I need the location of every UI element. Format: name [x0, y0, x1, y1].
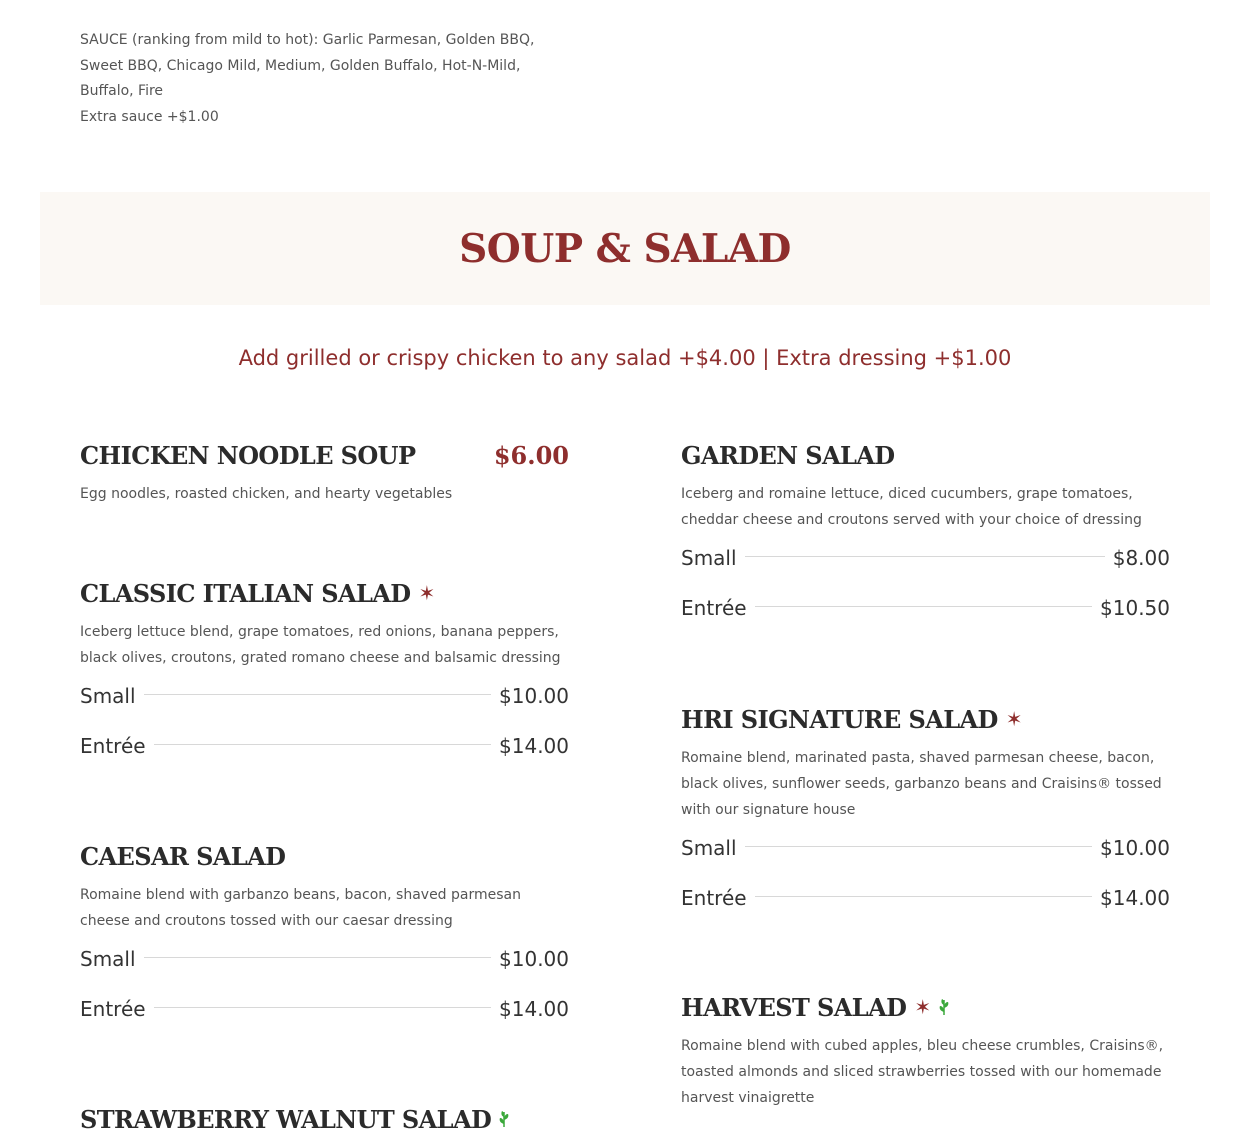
section-title: SOUP & SALAD	[459, 226, 791, 272]
dotted-leader	[154, 744, 491, 745]
price-row-entree	[80, 996, 569, 1022]
item-title: HRI SIGNATURE SALAD	[681, 704, 998, 734]
size-label: Entrée	[681, 886, 747, 910]
size-price: $10.50	[1100, 596, 1170, 620]
size-label: Entrée	[681, 596, 747, 620]
size-price: $14.00	[499, 997, 569, 1021]
price-row-entree	[681, 885, 1170, 911]
price-row-small	[80, 946, 569, 972]
item-title: GARDEN SALAD	[681, 440, 895, 470]
item-description: Iceberg and romaine lettuce, diced cucumbers, grape tomatoes, cheddar cheese and croutons served with your choice of dressing	[681, 486, 1142, 528]
vegetarian-leaf-icon	[497, 1110, 511, 1128]
size-price: $14.00	[499, 734, 569, 758]
dotted-leader	[745, 556, 1105, 557]
price-row-small	[681, 835, 1170, 861]
section-banner	[40, 192, 1210, 305]
size-price: $14.00	[1100, 886, 1170, 910]
menu-item-classic-italian-salad	[80, 578, 569, 759]
size-price: $10.00	[1100, 836, 1170, 860]
signature-star-icon: ✶	[418, 581, 436, 605]
price-row-entree	[80, 733, 569, 759]
item-title: CHICKEN NOODLE SOUP	[80, 440, 416, 470]
extra-sauce-price: Extra sauce +$1.00	[80, 108, 219, 125]
size-label: Entrée	[80, 997, 146, 1021]
item-description: Egg noodles, roasted chicken, and hearty vegetables	[80, 486, 453, 502]
menu-item-strawberry-walnut-salad	[80, 1104, 569, 1134]
item-title: CLASSIC ITALIAN SALAD	[80, 578, 411, 608]
dotted-leader	[755, 606, 1092, 607]
menu-item-caesar-salad	[80, 841, 569, 1022]
item-title: STRAWBERRY WALNUT SALAD	[80, 1104, 492, 1134]
signature-star-icon: ✶	[914, 995, 932, 1019]
size-price: $10.00	[499, 947, 569, 971]
item-price: $6.00	[493, 440, 569, 470]
size-label: Small	[80, 947, 136, 971]
size-label: Small	[681, 836, 737, 860]
menu-item-garden-salad	[681, 440, 1170, 621]
item-title: HARVEST SALAD	[681, 992, 907, 1022]
item-description: Iceberg lettuce blend, grape tomatoes, red onions, banana peppers, black olives, croutons, grated romano cheese and balsamic dressing	[80, 624, 561, 666]
dotted-leader	[745, 846, 1092, 847]
dotted-leader	[144, 694, 491, 695]
price-row-entree	[681, 595, 1170, 621]
dotted-leader	[144, 957, 491, 958]
vegetarian-leaf-icon	[937, 998, 951, 1016]
item-title: CAESAR SALAD	[80, 841, 286, 871]
signature-star-icon: ✶	[1005, 707, 1023, 731]
menu-item-hri-signature-salad	[681, 704, 1170, 911]
sauce-list: SAUCE (ranking from mild to hot): Garlic Parmesan, Golden BBQ, Sweet BBQ, Chicago Mild, Medium, Golden Buffalo, Hot-N-Mild, Buffalo, Fire	[80, 32, 535, 99]
menu-item-harvest-salad	[681, 992, 1170, 1111]
size-label: Small	[681, 546, 737, 570]
size-label: Small	[80, 684, 136, 708]
price-row-small	[681, 545, 1170, 571]
sauce-info	[80, 28, 560, 130]
size-label: Entrée	[80, 734, 146, 758]
item-description: Romaine blend, marinated pasta, shaved parmesan cheese, bacon, black olives, sunflower seeds, garbanzo beans and Craisins® tossed with our signature house	[681, 750, 1162, 818]
item-description: Romaine blend with cubed apples, bleu cheese crumbles, Craisins®, toasted almonds and sliced strawberries tossed with our homemade harvest vinaigrette	[681, 1038, 1164, 1106]
size-price: $8.00	[1112, 546, 1170, 570]
item-description: Romaine blend with garbanzo beans, bacon, shaved parmesan cheese and croutons tossed with our caesar dressing	[80, 887, 521, 929]
addon-note: Add grilled or crispy chicken to any salad +$4.00 | Extra dressing +$1.00	[238, 346, 1012, 370]
dotted-leader	[154, 1007, 491, 1008]
dotted-leader	[755, 896, 1092, 897]
price-row-small	[80, 683, 569, 709]
menu-item-chicken-noodle-soup	[80, 440, 569, 507]
size-price: $10.00	[499, 684, 569, 708]
